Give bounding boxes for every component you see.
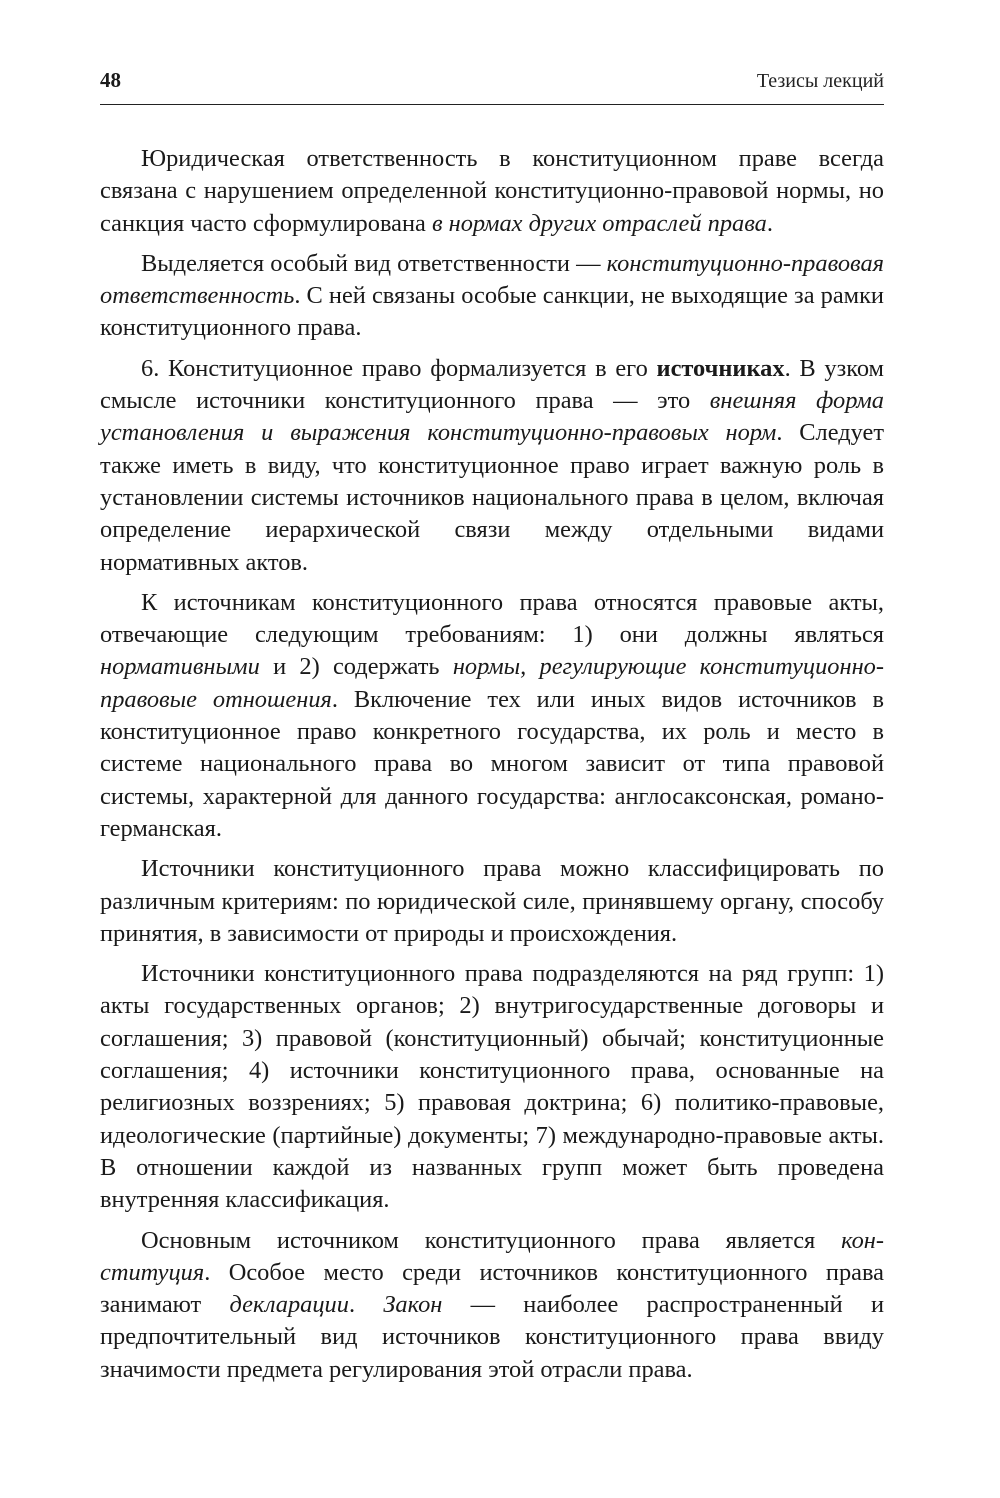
paragraph: К источникам конституционного права относятся правовые акты, отвечающие следующим требованиям: 1) они должны являться нормативными и 2) содержать нормы, регулирующие конституционно-правовые отношения. Включение тех или иных видов источников в конституционное право конкретного государства, их роль и место в системе национального права во многом зависит от типа правовой системы, характерной для данного государства: англосаксонская, романо-германская. bbox=[100, 588, 884, 842]
paragraph: Юридическая ответственность в конституционном праве всегда связана с нарушением определенной конституционно-правовой нормы, но санкция часто сформулирована в нормах других отраслей права. bbox=[100, 145, 884, 237]
book-page bbox=[100, 68, 884, 1394]
paragraph: Источники конституционного права подразделяются на ряд групп: 1) акты государственных органов; 2) внутригосударственные договоры и соглашения; 3) правовой (конституционный) обычай; конституционные соглашения; 4) источники конституционного права, основанные на религиозных воззрениях; 5) правовая доктрина; 6) политико-правовые, идеологические (партийные) документы; 7) международно-правовые акты. В отношении каждой из названных групп может быть проведена внутренняя классификация. bbox=[100, 960, 884, 1214]
paragraph: Выделяется особый вид ответственности — конституционно-правовая ответственность. С ней связаны особые санкции, не выходящие за рамки конституционного права. bbox=[100, 249, 884, 342]
page-number: 48 bbox=[100, 68, 121, 92]
paragraph: Основным источником конституционного права является конституция. Особое место среди источников конституционного права занимают декларации. Закон — наиболее распространенный и предпочтительный вид источников конституционного права ввиду значимости предмета регулирования этой отрасли права. bbox=[100, 1226, 884, 1383]
paragraph: 6. Конституционное право формализуется в его источниках. В узком смысле источники конституционного права — это внешняя форма установления и выражения конституционно-правовых норм. Следует также иметь в виду, что конституционное право играет важную роль в установлении системы источников национального права в целом, включая определение иерархической связи между отдельными видами нормативных актов. bbox=[100, 354, 884, 576]
page-body bbox=[100, 143, 884, 1386]
paragraph: Источники конституционного права можно классифицировать по различным критериям: по юридической силе, принявшему органу, способу принятия, в зависимости от природы и происхождения. bbox=[100, 855, 884, 947]
page-header bbox=[100, 68, 884, 105]
running-title: Тезисы лекций bbox=[756, 70, 884, 92]
